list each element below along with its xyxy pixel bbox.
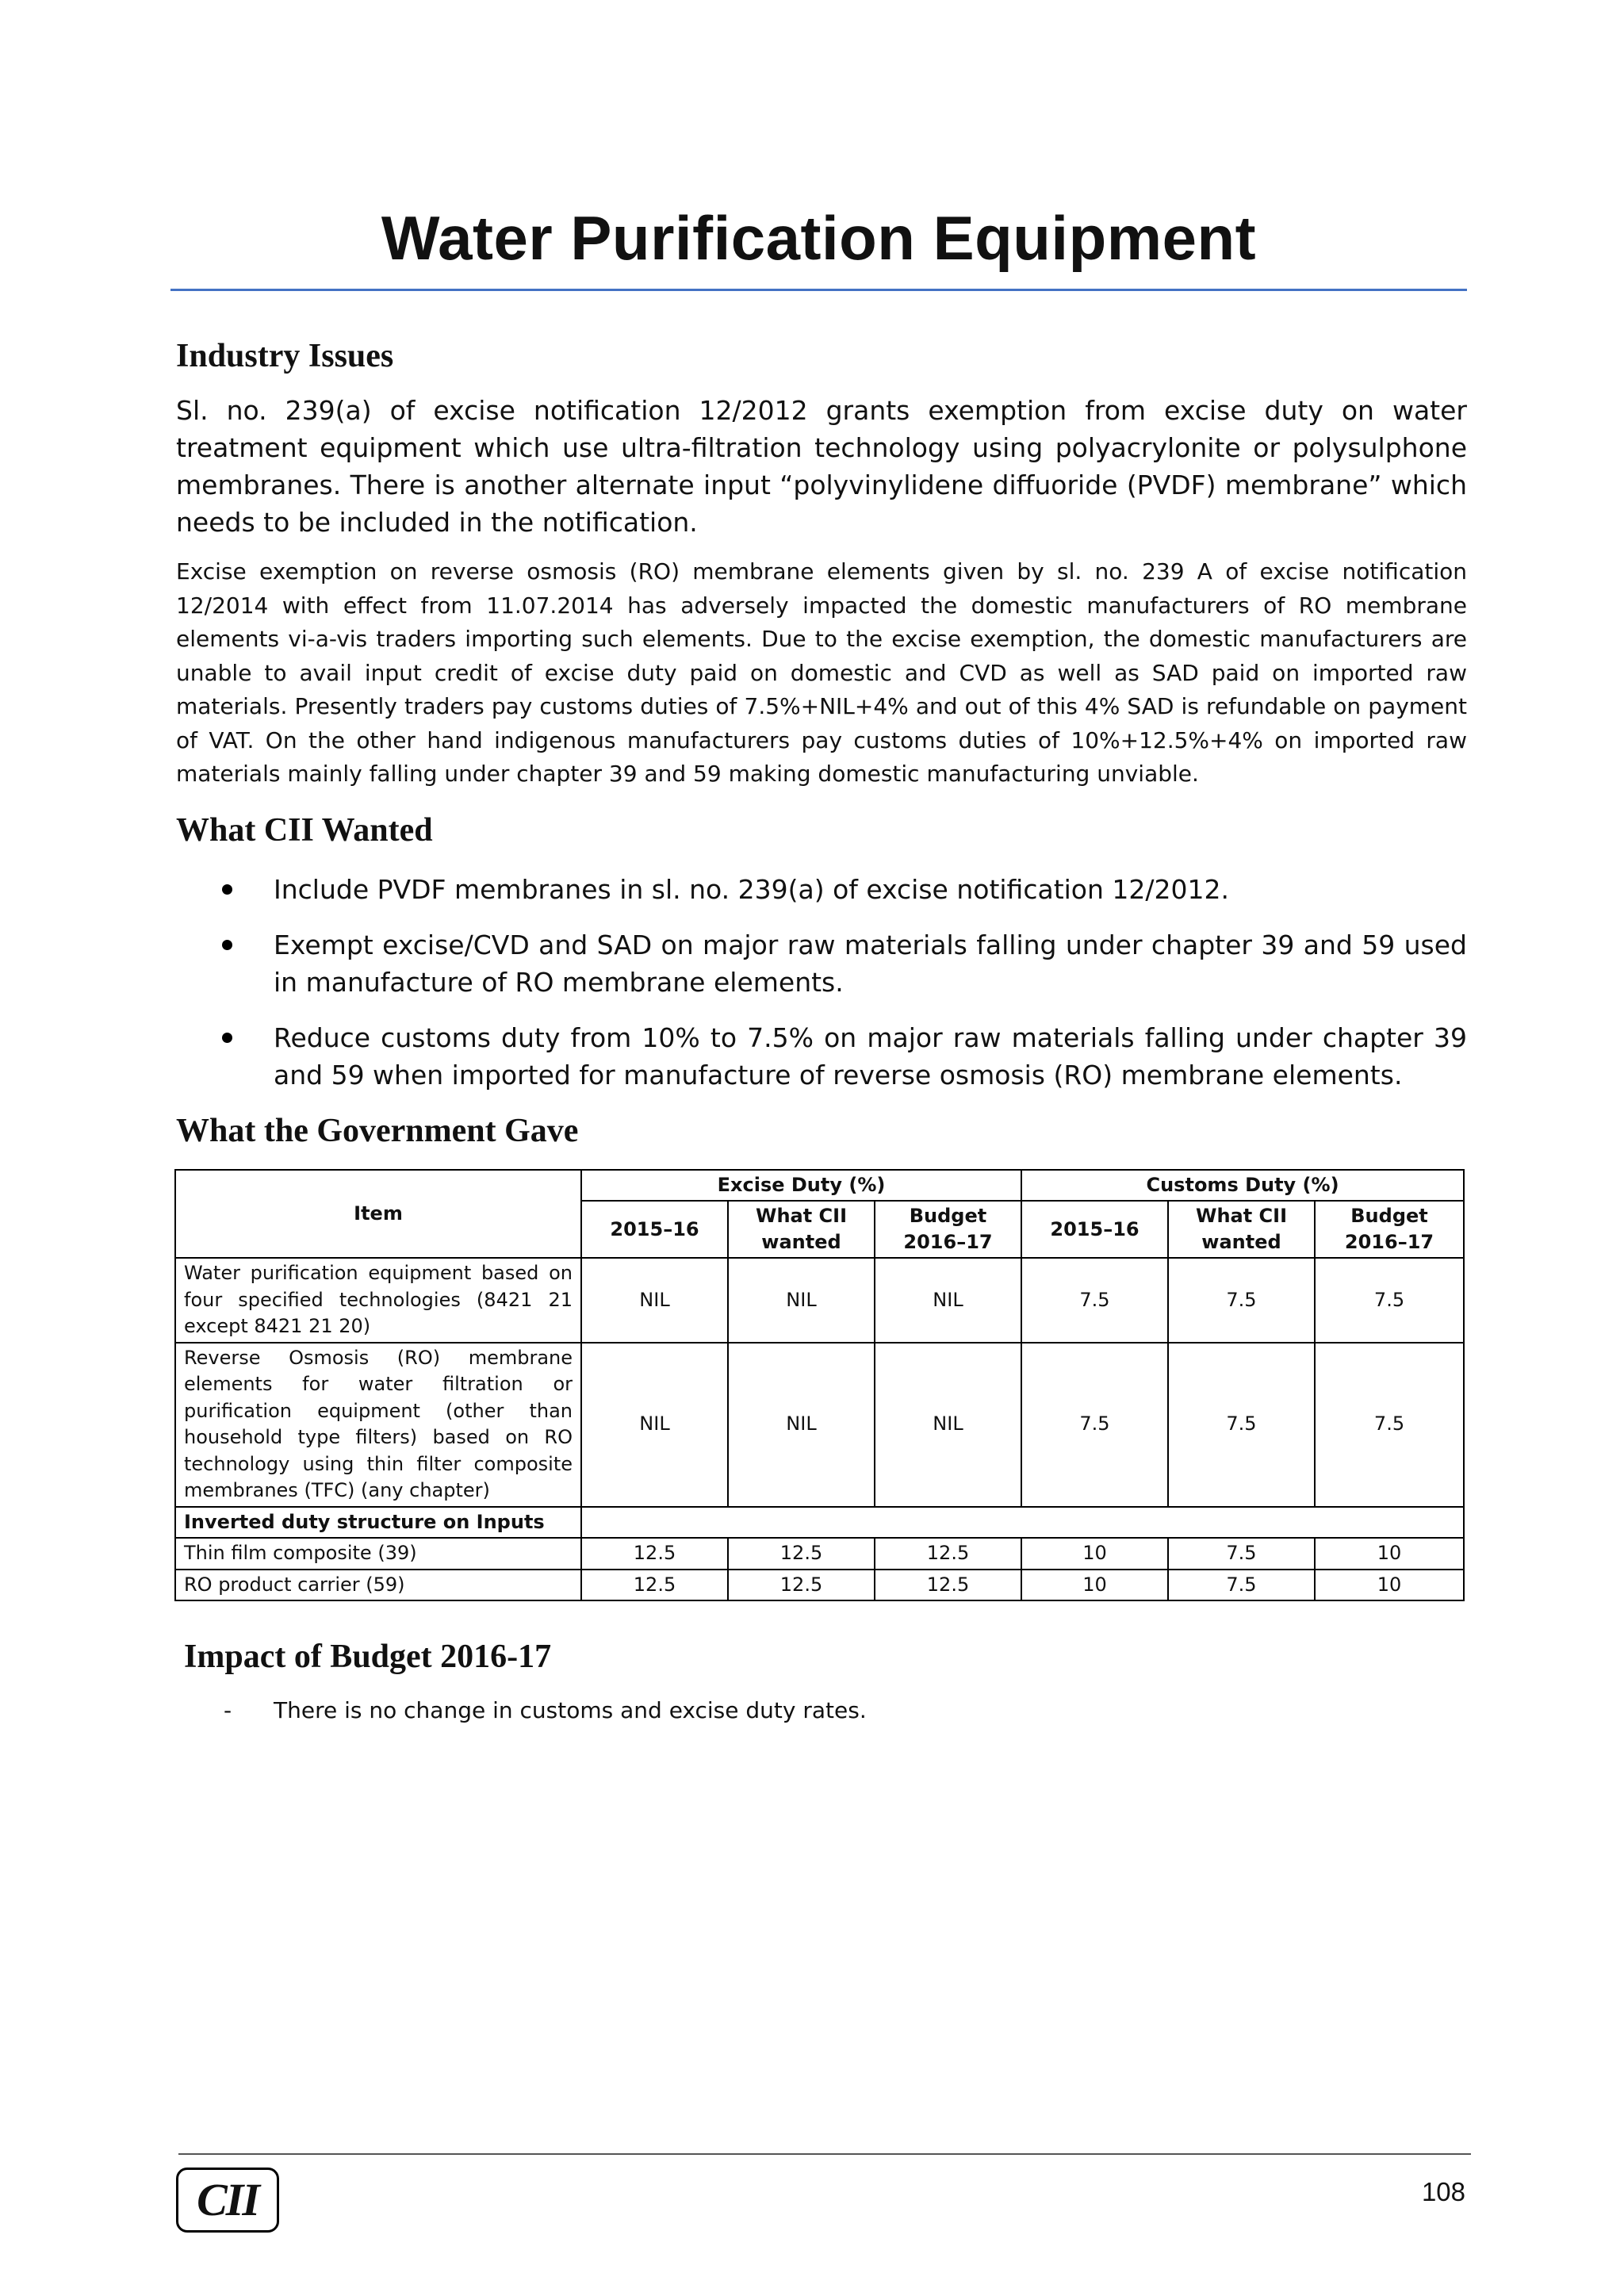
footer-divider [178,2153,1471,2155]
list-item [176,871,1467,908]
industry-issues-paragraph-1: Sl. no. 239(a) of excise notification 12/2012 grants exemption from excise duty on water treatment equipment which use ultra-filtration technology using polyacrylonite or polysulphone membranes. There is another alternate input “polyvinylidene diffuoride (PVDF) membrane” which needs to be included in the notification. [176,395,1467,538]
row-item: Water purification equipment based on four specified technologies (8421 21 except 8421 21 20) [175,1258,581,1343]
bullet-icon [222,1033,232,1043]
industry-issues-paragraph-2: Excise exemption on reverse osmosis (RO) membrane elements given by sl. no. 239 A of excise notification 12/2014 with effect from 11.07.2014 has adversely impacted the domestic manufacturers of RO membrane elements vi-a-vis traders importing such elements. Due to the excise exemption, the domestic manufacturers are unable to avail input credit of excise duty paid on domestic and CVD as well as SAD paid on imported raw materials. Presently traders pay customs duties of 7.5%+NIL+4% and out of this 4% SAD is refundable on payment of VAT. On the other hand indigenous manufacturers pay customs duties of 10%+12.5%+4% on imported raw materials mainly falling under chapter 39 and 59 making domestic manufacturing unviable. [176,558,1467,787]
duty-table [174,1169,1465,1601]
cell-customs-what-cii-wanted: 7.5 [1168,1343,1315,1507]
impact-heading: Impact of Budget 2016-17 [184,1639,552,1675]
bullet-icon [222,940,232,950]
table-header-row [175,1170,1464,1201]
cell-customs-2015-16: 10 [1021,1538,1168,1570]
row-item: Reverse Osmosis (RO) membrane elements for water filtration or purification equipment (other than household type filters) based on RO technology using thin filter composite membranes (TFC) (any chapter) [175,1343,581,1507]
cell-excise-budget: 12.5 [875,1538,1021,1570]
row-item: Inverted duty structure on Inputs [175,1507,581,1539]
cell-customs-budget: 10 [1315,1570,1464,1601]
cell-customs-budget: 10 [1315,1538,1464,1570]
cell-customs-what-cii-wanted: 7.5 [1168,1258,1315,1343]
government-gave-heading: What the Government Gave [176,1113,579,1149]
header-customs-what-cii-wanted: What CII wanted [1168,1201,1315,1258]
cell-excise-2015-16: 12.5 [581,1570,728,1601]
header-excise-duty: Excise Duty (%) [581,1170,1021,1201]
header-excise-budget-2016-17: Budget 2016–17 [875,1201,1021,1258]
cell-excise-2015-16: NIL [581,1258,728,1343]
dash-bullet: - [224,1697,232,1723]
list-item-text: Reduce customs duty from 10% to 7.5% on major raw materials falling under chapter 39 and 59 when imported for manufacture of reverse osmosis (RO) membrane elements. [274,1022,1467,1091]
cell-excise-budget: NIL [875,1343,1021,1507]
cell-excise-budget: 12.5 [875,1570,1021,1601]
cell-customs-budget: 7.5 [1315,1258,1464,1343]
what-cii-wanted-heading: What CII Wanted [176,812,433,849]
list-item-text: Exempt excise/CVD and SAD on major raw materials falling under chapter 39 and 59 used in manufacture of RO membrane elements. [274,930,1467,998]
cell-excise-budget: NIL [875,1258,1021,1343]
header-excise-2015-16: 2015–16 [581,1201,728,1258]
cii-wanted-list [176,871,1467,1112]
cell-customs-what-cii-wanted: 7.5 [1168,1538,1315,1570]
cell-excise-what-cii-wanted: 12.5 [728,1570,875,1601]
cell-excise-what-cii-wanted: 12.5 [728,1538,875,1570]
table-row [175,1343,1464,1507]
cell-customs-2015-16: 7.5 [1021,1343,1168,1507]
list-item [176,926,1467,1001]
table-row [175,1570,1464,1601]
header-customs-budget-2016-17: Budget 2016–17 [1315,1201,1464,1258]
cell-customs-what-cii-wanted: 7.5 [1168,1570,1315,1601]
page-number: 108 [1421,2177,1465,2206]
cell-empty [581,1507,1464,1539]
cell-customs-2015-16: 7.5 [1021,1258,1168,1343]
cell-customs-budget: 7.5 [1315,1343,1464,1507]
cell-excise-what-cii-wanted: NIL [728,1343,875,1507]
bullet-icon [222,884,232,895]
cii-logo: CII [176,2168,279,2233]
table-row [175,1538,1464,1570]
list-item [176,1019,1467,1094]
header-excise-what-cii-wanted: What CII wanted [728,1201,875,1258]
row-item: Thin film composite (39) [175,1538,581,1570]
table-row [175,1507,1464,1539]
cell-excise-what-cii-wanted: NIL [728,1258,875,1343]
impact-item: There is no change in customs and excise duty rates. [274,1697,867,1723]
cell-excise-2015-16: 12.5 [581,1538,728,1570]
table-row [175,1258,1464,1343]
header-customs-2015-16: 2015–16 [1021,1201,1168,1258]
header-item: Item [175,1170,581,1258]
row-item: RO product carrier (59) [175,1570,581,1601]
cell-customs-2015-16: 10 [1021,1570,1168,1601]
title-underline [170,289,1467,291]
page-title: Water Purification Equipment [381,203,1257,273]
list-item-text: Include PVDF membranes in sl. no. 239(a) of excise notification 12/2012. [274,874,1229,905]
header-customs-duty: Customs Duty (%) [1021,1170,1464,1201]
industry-issues-heading: Industry Issues [176,338,394,374]
cell-excise-2015-16: NIL [581,1343,728,1507]
